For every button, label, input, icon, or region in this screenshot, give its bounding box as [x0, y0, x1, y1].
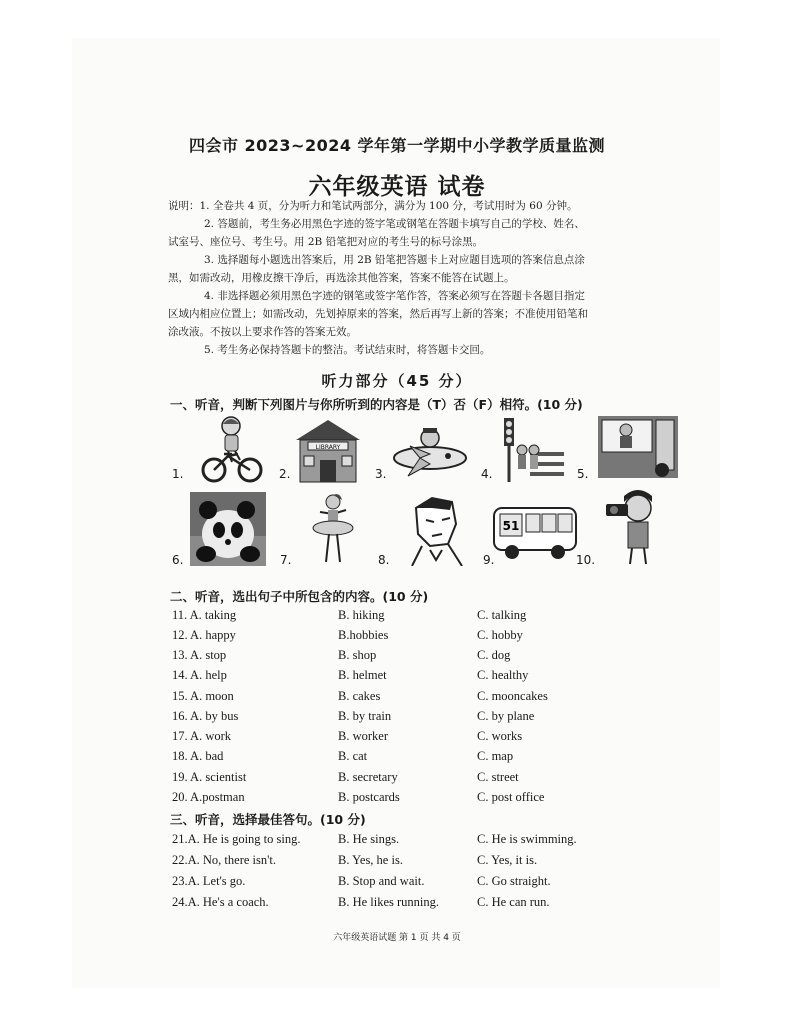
option-b: B. He likes running.: [338, 895, 440, 909]
ballet-dancer-picture: [308, 492, 358, 568]
girl-cycling-picture: [198, 414, 264, 484]
instruction-line: 4. 非选择题必须用黑色字迹的钢笔或签字笔作答，答案必须写在答题卡各题目指定: [204, 290, 585, 302]
instructions: [168, 197, 638, 359]
question-row: [172, 853, 632, 873]
option-c: C. by plane: [477, 709, 535, 723]
option-b: B. He sings.: [338, 832, 400, 846]
picture-number: 1.: [172, 467, 184, 481]
picture-number: 6.: [172, 553, 184, 567]
option-c: C. post office: [477, 790, 545, 804]
library-sign-text: LIBRARY: [315, 444, 341, 451]
instruction-line: 涂改液。不按以上要求作答的答案无效。: [168, 326, 357, 338]
option-c: C. healthy: [477, 668, 529, 682]
section2-title: 二、听音，选出句子中所包含的内容。(10 分): [170, 589, 429, 604]
option-b: B. helmet: [338, 668, 387, 682]
picture-number: 8.: [378, 553, 390, 567]
option-b: B. Yes, he is.: [338, 853, 403, 867]
airplane-picture: [390, 420, 470, 480]
traffic-crossing-picture: [494, 416, 566, 484]
option-a: 20. A.postman: [172, 790, 245, 804]
panda-picture: [190, 492, 266, 566]
picture-number: 4.: [481, 467, 493, 481]
option-c: C. He can run.: [477, 895, 550, 909]
option-c: C. Yes, it is.: [477, 853, 538, 867]
option-a: 22.A. No, there isn't.: [172, 853, 276, 867]
option-c: C. map: [477, 749, 514, 763]
option-b: B. Stop and wait.: [338, 874, 425, 888]
question-row: [172, 790, 632, 810]
picture-number: 3.: [375, 467, 387, 481]
page-footer: 六年级英语试题 第 1 页 共 4 页: [333, 933, 461, 943]
option-b: B. cat: [338, 749, 368, 763]
option-b: B. postcards: [338, 790, 400, 804]
option-a: 14. A. help: [172, 668, 227, 682]
worried-man-picture: [402, 494, 472, 566]
option-b: B.hobbies: [338, 628, 389, 642]
bus-driver-picture: [598, 416, 678, 478]
option-a: 16. A. by bus: [172, 709, 239, 723]
option-a: 15. A. moon: [172, 689, 234, 703]
instruction-line: 5. 考生务必保持答题卡的整洁。考试结束时，将答题卡交回。: [204, 344, 491, 356]
option-b: B. worker: [338, 729, 388, 743]
girl-photographer-picture: [604, 490, 664, 566]
exam-subtitle: 六年级英语 试卷: [308, 173, 486, 200]
option-c: C. hobby: [477, 628, 523, 642]
picture-number: 5.: [577, 467, 589, 481]
picture-number: 10.: [576, 553, 596, 567]
option-b: B. shop: [338, 648, 377, 662]
option-b: B. by train: [338, 709, 392, 723]
option-c: C. Go straight.: [477, 874, 551, 888]
question-row: [172, 729, 632, 749]
option-b: B. cakes: [338, 689, 381, 703]
instruction-line: 试室号、座位号、考生号。用 2B 铅笔把对应的考生号的标号涂黑。: [168, 236, 484, 248]
exam-title: 四会市 2023~2024 学年第一学期中小学教学质量监测: [188, 136, 606, 155]
question-row: [172, 668, 632, 688]
section1-title: 一、听音，判断下列图片与你所听到的内容是（T）否（F）相符。(10 分): [170, 397, 583, 412]
option-c: C. street: [477, 770, 519, 784]
instruction-line: 说明：1. 全卷共 4 页，分为听力和笔试两部分，满分为 100 分，考试用时为 60 分钟。: [168, 200, 578, 212]
picture-number: 9.: [483, 553, 495, 567]
question-row: [172, 895, 632, 915]
option-a: 18. A. bad: [172, 749, 224, 763]
question-row: [172, 832, 632, 852]
option-c: C. works: [477, 729, 523, 743]
question-row: [172, 770, 632, 790]
picture-number: 7.: [280, 553, 292, 567]
option-a: 17. A. work: [172, 729, 232, 743]
option-a: 24.A. He's a coach.: [172, 895, 269, 909]
option-c: C. He is swimming.: [477, 832, 577, 846]
option-a: 23.A. Let's go.: [172, 874, 246, 888]
option-a: 11. A. taking: [172, 608, 237, 622]
section3-title: 三、听音，选择最佳答句。(10 分): [170, 812, 366, 827]
question-row: [172, 689, 632, 709]
question-row: [172, 874, 632, 894]
question-row: [172, 749, 632, 769]
question-row: [172, 628, 632, 648]
listening-part-heading: 听力部分（45 分）: [321, 372, 473, 390]
option-a: 19. A. scientist: [172, 770, 247, 784]
option-a: 13. A. stop: [172, 648, 227, 662]
picture-number: 2.: [279, 467, 291, 481]
option-a: 21.A. He is going to sing.: [172, 832, 301, 846]
bus-51-picture: [492, 504, 578, 562]
library-picture: [292, 418, 364, 484]
instruction-line: 区域内相应位置上；如需改动，先划掉原来的答案，然后再写上新的答案；不准使用铅笔和: [168, 308, 588, 320]
instruction-line: 3. 选择题每小题选出答案后，用 2B 铅笔把答题卡上对应题目选项的答案信息点涂: [204, 254, 585, 266]
instruction-line: 黑，如需改动，用橡皮擦干净后，再选涂其他答案，答案不能答在试题上。: [168, 272, 515, 284]
option-c: C. dog: [477, 648, 511, 662]
option-b: B. secretary: [338, 770, 398, 784]
bus-number-text: 51: [502, 519, 520, 533]
option-b: B. hiking: [338, 608, 385, 622]
option-c: C. talking: [477, 608, 527, 622]
question-row: [172, 709, 632, 729]
option-c: C. mooncakes: [477, 689, 548, 703]
option-a: 12. A. happy: [172, 628, 236, 642]
question-row: [172, 608, 632, 628]
question-row: [172, 648, 632, 668]
instruction-line: 2. 答题前，考生务必用黑色字迹的签字笔或钢笔在答题卡填写自己的学校、姓名、: [204, 218, 585, 230]
